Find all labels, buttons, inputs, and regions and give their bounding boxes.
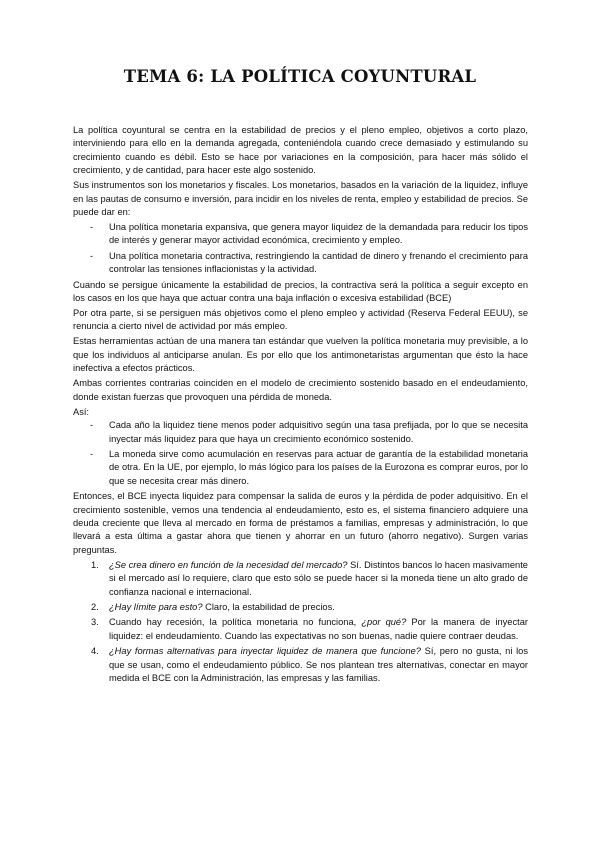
dash-marker: - <box>90 420 94 431</box>
paragraph-price-stability: Cuando se persigue únicamente la estabilidad de precios, la contractiva será la política a seguir excepto en los casos en los que haya que actuar contra una baja inflación o excesiva estabilidad (BCE) <box>73 279 528 304</box>
paragraph-full-employment: Por otra parte, si se persiguen más objetivos como el pleno empleo y actividad (Reserva Federal EEUU), se renuncia a cierto nivel de actividad por más empleo. <box>73 308 528 332</box>
question-number: 1. <box>91 559 99 570</box>
paragraph-intro: La política coyuntural se centra en la estabilidad de precios y el pleno empleo, objetivos a corto plazo, interviniendo para ello en la demanda agregada, conteniéndola cuando crece demasiado y estimulando su crecimiento cuando es débil. Esto se hace por variaciones en la composición, para hacer más sólido el crecimiento, y de cantidad, para hacer este algo sostenido. <box>73 125 528 176</box>
paragraph-asi: Así: <box>73 406 90 417</box>
paragraph-predictability: Estas herramientas actúan de una manera tan estándar que vuelven la política monetaria muy previsible, a lo que los individuos al anticiparse anulan. Es por ello que los antimonetaristas argumentan que ésto la hace inefectiva a efectos prácticos. <box>73 336 528 374</box>
monetary-policy-list <box>73 221 528 277</box>
list-item-text: La moneda sirve como acumulación en reservas para actuar de garantía de la estabilidad monetaria de otra. En la UE, por ejemplo, lo más lógico para los países de la Eurozona es comprar euros, por lo que se necesita crear más dinero. <box>109 448 528 486</box>
list-item <box>73 221 528 248</box>
question-item <box>73 645 528 685</box>
paragraph-bce-liquidity: Entonces, el BCE inyecta liquidez para compensar la salida de euros y la pérdida de poder adquisitivo. En el crecimiento sostenible, vemos una tendencia al endeudamiento, esto es, el sistema financiero adquiere una deuda creciente que lleva al mercado en forma de préstamos a familias, empresas y administración, lo que llevará a esta última a gastar ahora que tienen y ahorrar en un futuro (ahorro negativo). Surgen varias preguntas. <box>73 491 528 555</box>
questions-list <box>73 559 528 686</box>
question-number: 4. <box>91 646 99 657</box>
answer-text: Claro, la estabilidad de precios. <box>202 601 335 612</box>
question-lead-text: Cuando hay recesión, la política monetaria no funciona, <box>109 617 362 628</box>
paragraph-instruments: Sus instrumentos son los monetarios y fiscales. Los monetarios, basados en la variación de la liquidez, influye en las pautas de consumo e inversión, para incidir en los niveles de renta, empleo y estabilidad de precios. Se puede dar en: <box>73 180 528 218</box>
question-text: ¿Hay límite para esto? <box>109 601 203 612</box>
answer-text: Por la manera de inyectar liquidez: el endeudamiento. Cuando las expectativas no son buenas, nadie quiere contraer deudas. <box>109 617 528 641</box>
currency-loss-list <box>73 419 528 488</box>
question-number: 3. <box>91 617 99 628</box>
question-item <box>73 616 528 643</box>
answer-text: Sí, pero no gusta, ni los que se usan, como el endeudamiento público. Se nos plantean tres alternativas, conectar en mayor medida el BCE con la Administración, las empresas y las familias. <box>109 646 529 683</box>
question-text: ¿Hay formas alternativas para inyectar liquidez de manera que funcione? <box>109 646 421 657</box>
paragraph-common-ground: Ambas corrientes contrarias coinciden en el modelo de crecimiento sostenido basado en el endeudamiento, donde existan fuerzas que provoquen una pérdida de moneda. <box>73 378 528 402</box>
dash-marker: - <box>90 448 94 459</box>
dash-marker: - <box>90 222 94 233</box>
list-item-text: Una política monetaria expansiva, que genera mayor liquidez de la demandada para reducir los tipos de interés y generar mayor actividad económica, crecimiento y empleo. <box>109 222 528 246</box>
list-item <box>73 419 528 446</box>
question-number: 2. <box>91 601 99 612</box>
question-item <box>73 601 528 614</box>
list-item-text: Cada año la liquidez tiene menos poder adquisitivo según una tasa prefijada, por lo que se necesita inyectar más liquidez para que haya un crecimiento económico sostenido. <box>109 420 528 444</box>
list-item <box>73 250 528 277</box>
list-item-text: Una política monetaria contractiva, restringiendo la cantidad de dinero y frenando el crecimiento para controlar las tensiones inflacionistas y la actividad. <box>109 250 528 275</box>
question-text: ¿por qué? <box>361 617 407 628</box>
question-text: ¿Se crea dinero en función de la necesidad del mercado? <box>109 559 348 570</box>
answer-text: Sí. Distintos bancos lo hacen masivamente si el mercado así lo requiere, claro que esto sólo se puede hacer si la moneda tiene un alto grado de confianza nacional e internacional. <box>109 559 528 597</box>
dash-marker: - <box>90 250 94 261</box>
page-title: TEMA 6: LA POLÍTICA COYUNTURAL <box>123 67 477 86</box>
list-item <box>73 448 528 488</box>
document-body <box>73 124 528 687</box>
question-item <box>73 559 528 599</box>
